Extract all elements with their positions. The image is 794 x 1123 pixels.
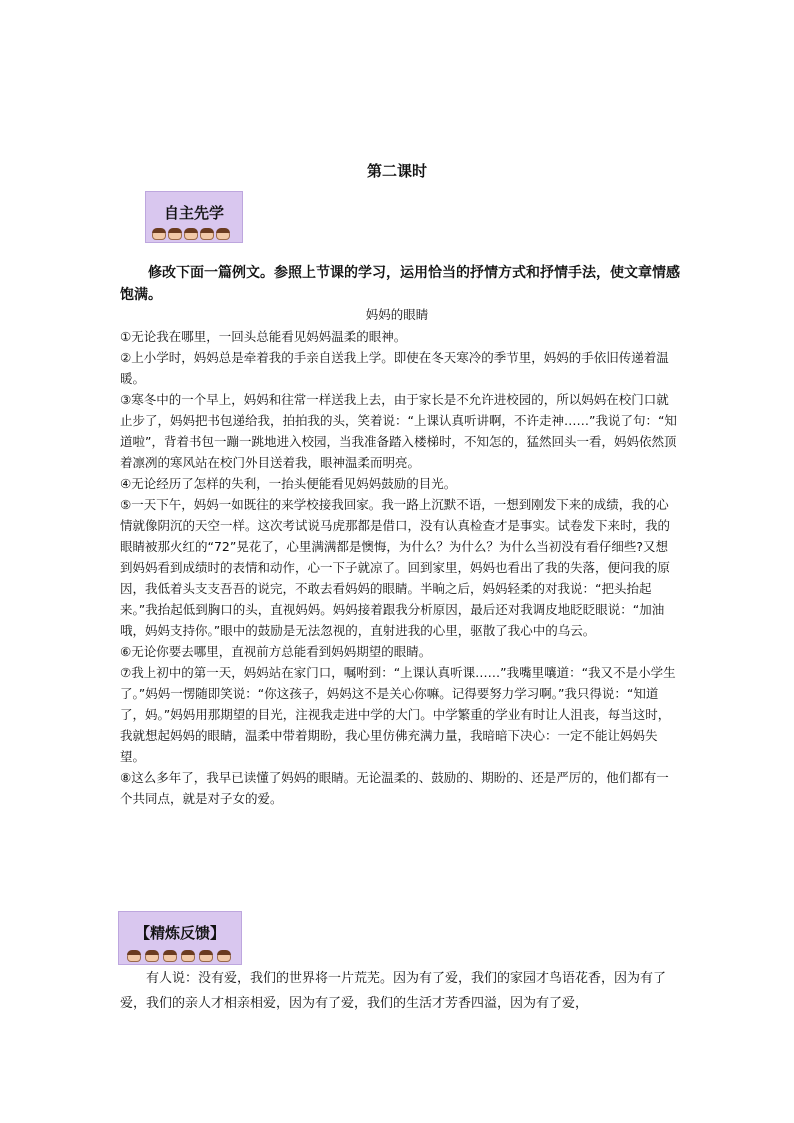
badge-label: 【精炼反馈】 <box>134 924 225 942</box>
children-decoration-icon <box>150 224 238 240</box>
essay-paragraph: ⑥无论你要去哪里，直视前方总能看到妈妈期望的眼睛。 <box>120 644 432 659</box>
essay-paragraph: ②上小学时，妈妈总是牵着我的手亲自送我上学。即使在冬天寒冷的季节里，妈妈的手依旧传递着温暖。 <box>120 350 669 386</box>
section-badge-self-study <box>145 191 243 243</box>
essay-title: 妈妈的眼睛 <box>365 307 429 322</box>
essay-body <box>120 326 680 809</box>
badge-label: 自主先学 <box>163 204 224 222</box>
instruction-text: 修改下面一篇例文。参照上节课的学习，运用恰当的抒情方式和抒情手法，使文章情感饱满。 <box>120 265 680 303</box>
essay-paragraph: ⑤一天下午，妈妈一如既往的来学校接我回家。我一路上沉默不语，一想到刚发下来的成绩，我的心情就像阴沉的天空一样。这次考试说马虎那都是借口，没有认真检查才是事实。试卷发下来时，我的眼睛被那火红的“72”晃花了，心里满满都是懊悔，为什么？为什么？为什么当初没有看仔细些?又想到妈妈看到成绩时的表情和动作，心一下子就凉了。回到家里，妈妈也看出了我的失落，便问我的原因，我低着头支支吾吾的说完，不敢去看妈妈的眼睛。半晌之后，妈妈轻柔的对我说：“把头抬起来。”我抬起低到胸口的头，直视妈妈。妈妈接着跟我分析原因，最后还对我调皮地眨眨眼说：“加油哦，妈妈支持你。”眼中的鼓励是无法忽视的，直射进我的心里，驱散了我心中的乌云。 <box>120 497 671 638</box>
essay-paragraph: ⑧这么多年了，我早已读懂了妈妈的眼睛。无论温柔的、鼓励的、期盼的、还是严厉的，他们都有一个共同点，就是对子女的爱。 <box>120 770 669 806</box>
essay-paragraph: ④无论经历了怎样的失利，一抬头便能看见妈妈鼓励的目光。 <box>120 476 457 491</box>
page-title: 第二课时 <box>366 162 427 180</box>
children-decoration-icon <box>123 946 237 962</box>
essay-paragraph: ⑦我上初中的第一天，妈妈站在家门口，嘱咐到：“上课认真听课……”我嘴里嚷道：“我又不是小学生了。”妈妈一愣随即笑说：“你这孩子，妈妈这不是关心你嘛。记得要努力学习啊。”我只得说：“知道了，妈。”妈妈用那期望的目光，注视我走进中学的大门。中学繁重的学业有时让人沮丧，每当这时，我就想起妈妈的眼睛，温柔中带着期盼，我心里仿佛充满力量，我暗暗下决心：一定不能让妈妈失望。 <box>120 665 676 764</box>
feedback-text: 有人说：没有爱，我们的世界将一片荒芜。因为有了爱，我们的家园才鸟语花香，因为有了爱，我们的亲人才相亲相爱，因为有了爱，我们的生活才芳香四溢，因为有了爱， <box>120 971 667 1011</box>
essay-paragraph: ③寒冬中的一个早上，妈妈和往常一样送我上去，由于家长是不允许进校园的，所以妈妈在校门口就止步了，妈妈把书包递给我，拍拍我的头，笑着说：“上课认真听讲啊，不许走神……”我说了句：“知道啦”，背着书包一蹦一跳地进入校园，当我准备踏入楼梯时，不知怎的，猛然回头一看，妈妈依然顶着凛冽的寒风站在校门外目送着我，眼神温柔而明亮。 <box>120 392 677 470</box>
section-badge-feedback <box>118 911 242 965</box>
essay-paragraph: ①无论我在哪里，一回头总能看见妈妈温柔的眼神。 <box>120 329 407 344</box>
